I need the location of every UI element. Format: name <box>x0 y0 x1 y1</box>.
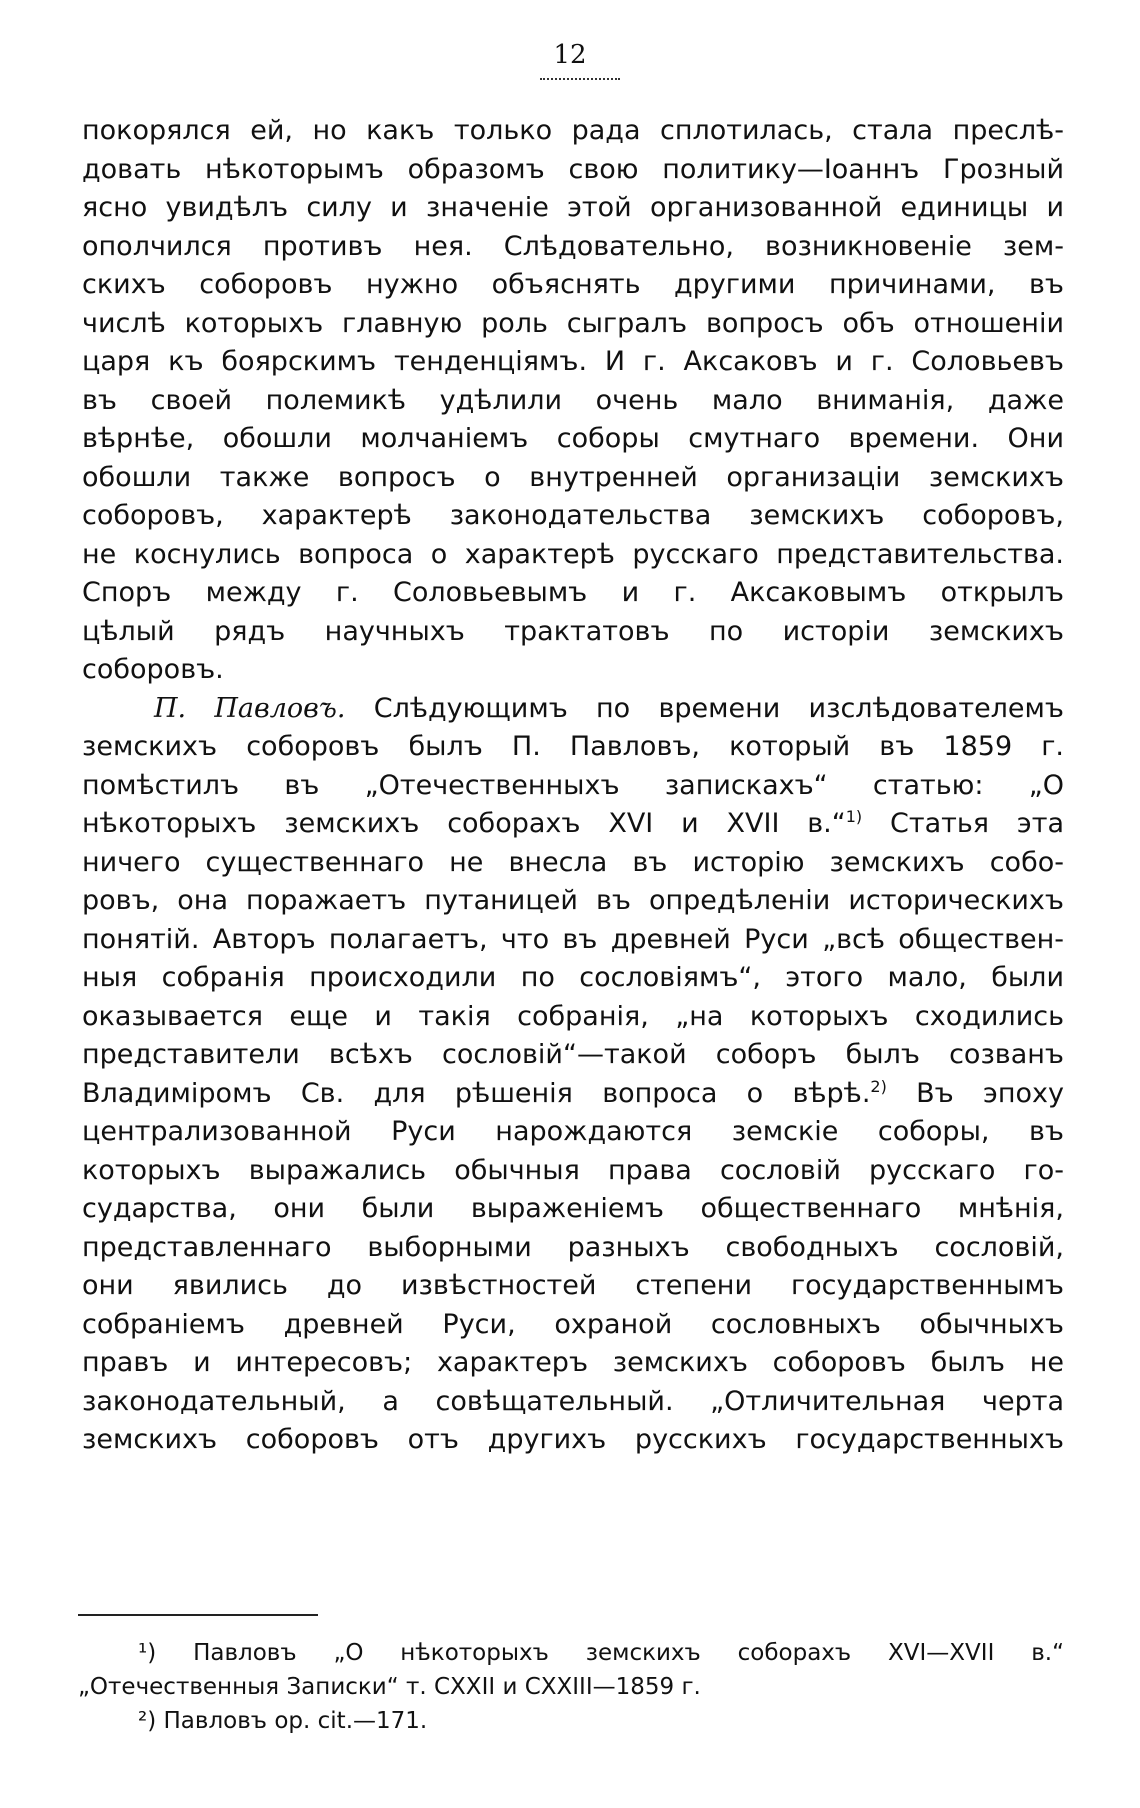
text-line: земскихъ соборовъ отъ другихъ русскихъ государственныхъ <box>82 1424 1064 1455</box>
text-line: ничего существеннаго не внесла въ исторію земскихъ собо- <box>82 846 1064 878</box>
text-line: земскихъ соборовъ былъ П. Павловъ, который въ 1859 г. <box>82 731 1064 762</box>
text-line: вѣрнѣе, обошли молчаніемъ соборы смутнаго времени. Они <box>82 423 1064 454</box>
text-line: въ своей полемикѣ удѣлили очень мало вниманія, даже <box>82 384 1064 416</box>
text-line: понятій. Авторъ полагаетъ, что въ древней Руси „всѣ обществен- <box>82 923 1064 955</box>
text-line <box>82 690 1064 729</box>
text-line <box>82 805 1064 844</box>
text-line: цѣлый рядъ научныхъ трактатовъ по исторіи земскихъ <box>82 615 1064 647</box>
text-line <box>82 1075 1064 1114</box>
text-line-content: Владиміромъ Св. для рѣшенія вопроса о вѣрѣ. <box>82 1077 871 1109</box>
section-heading: П. Павловъ. <box>154 692 346 724</box>
text-line: представленнаго выборными разныхъ свободныхъ сословій, <box>82 1231 1064 1263</box>
text-line: соборовъ. <box>82 654 224 685</box>
footnote <box>78 1704 1064 1738</box>
text-line-content: нѣкоторыхъ земскихъ соборахъ XVI и XVII в.“ <box>82 808 846 839</box>
footnote-ref: 2) <box>870 1076 887 1096</box>
text-line: не коснулись вопроса о характерѣ русскаго представительства. <box>82 538 1064 570</box>
text-line: ровъ, она поражаетъ путаницей въ опредѣленіи историческихъ <box>82 885 1064 916</box>
text-line: Споръ между г. Соловьевымъ и г. Аксаковымъ открылъ <box>82 577 1064 608</box>
text-line: ясно увидѣлъ силу и значеніе этой организованной единицы и <box>82 192 1064 223</box>
text-line: правъ и интересовъ; характеръ земскихъ соборовъ былъ не <box>82 1347 1064 1378</box>
text-line: собраніемъ древней Руси, охраной сословныхъ обычныхъ <box>82 1308 1064 1340</box>
footnote-text: Павловъ op. cit.—171. <box>163 1708 428 1734</box>
text-line: царя къ боярскимъ тенденціямъ. И г. Аксаковъ и г. Соловьевъ <box>82 346 1064 377</box>
page-number-rule <box>540 78 620 80</box>
text-line: сударства, они были выраженіемъ общественнаго мнѣнія, <box>82 1193 1064 1224</box>
footnote-mark: ²) <box>138 1708 157 1734</box>
text-line-content: Слѣдующимъ по времени изслѣдователемъ <box>373 692 1064 724</box>
footnote-rule <box>78 1614 318 1616</box>
text-line: покорялся ей, но какъ только рада сплотилась, стала преслѣ- <box>82 115 1064 146</box>
text-line-content: Въ эпоху <box>916 1077 1064 1109</box>
footnote-ref: 1) <box>845 807 863 826</box>
text-line: оказывается еще и такія собранія, „на которыхъ сходились <box>82 1000 1064 1032</box>
text-line: скихъ соборовъ нужно объяснять другими причинами, въ <box>82 269 1064 300</box>
text-line-content: Статья эта <box>890 808 1064 839</box>
body-text <box>82 112 1064 1460</box>
footnote-mark: ¹) <box>138 1640 157 1666</box>
footnote <box>78 1636 1064 1670</box>
text-line: ныя собранія происходили по сословіямъ“, этого мало, были <box>82 962 1064 993</box>
text-line: они явились до извѣстностей степени государственнымъ <box>82 1270 1064 1301</box>
footnote-text: Павловъ „О нѣкоторыхъ земскихъ соборахъ XVI—XVII в.“ <box>193 1640 1064 1666</box>
text-line: централизованной Руси нарождаются земскіе соборы, въ <box>82 1116 1064 1147</box>
text-line: представители всѣхъ сословій“—такой соборъ былъ созванъ <box>82 1039 1064 1070</box>
text-line: обошли также вопросъ о внутренней организаціи земскихъ <box>82 461 1064 493</box>
text-line: довать нѣкоторымъ образомъ свою политику—Іоаннъ Грозный <box>82 153 1064 185</box>
footnote <box>78 1670 1064 1704</box>
page-number: 12 <box>553 40 587 70</box>
text-line: помѣстилъ въ „Отечественныхъ запискахъ“ статью: „О <box>82 769 1064 801</box>
text-line: которыхъ выражались обычныя права сословій русскаго го- <box>82 1154 1064 1186</box>
footnote-text: „Отечественныя Записки“ т. CXXII и CXXIII—1859 г. <box>78 1674 701 1700</box>
text-line: законодательный, а совѣщательный. „Отличительная черта <box>82 1385 1064 1417</box>
text-line: числѣ которыхъ главную роль сыгралъ вопросъ объ отношеніи <box>82 307 1064 339</box>
text-line: ополчился противъ нея. Слѣдовательно, возникновеніе зем- <box>82 230 1064 262</box>
footnotes <box>78 1636 1064 1738</box>
text-line: соборовъ, характерѣ законодательства земскихъ соборовъ, <box>82 500 1064 531</box>
